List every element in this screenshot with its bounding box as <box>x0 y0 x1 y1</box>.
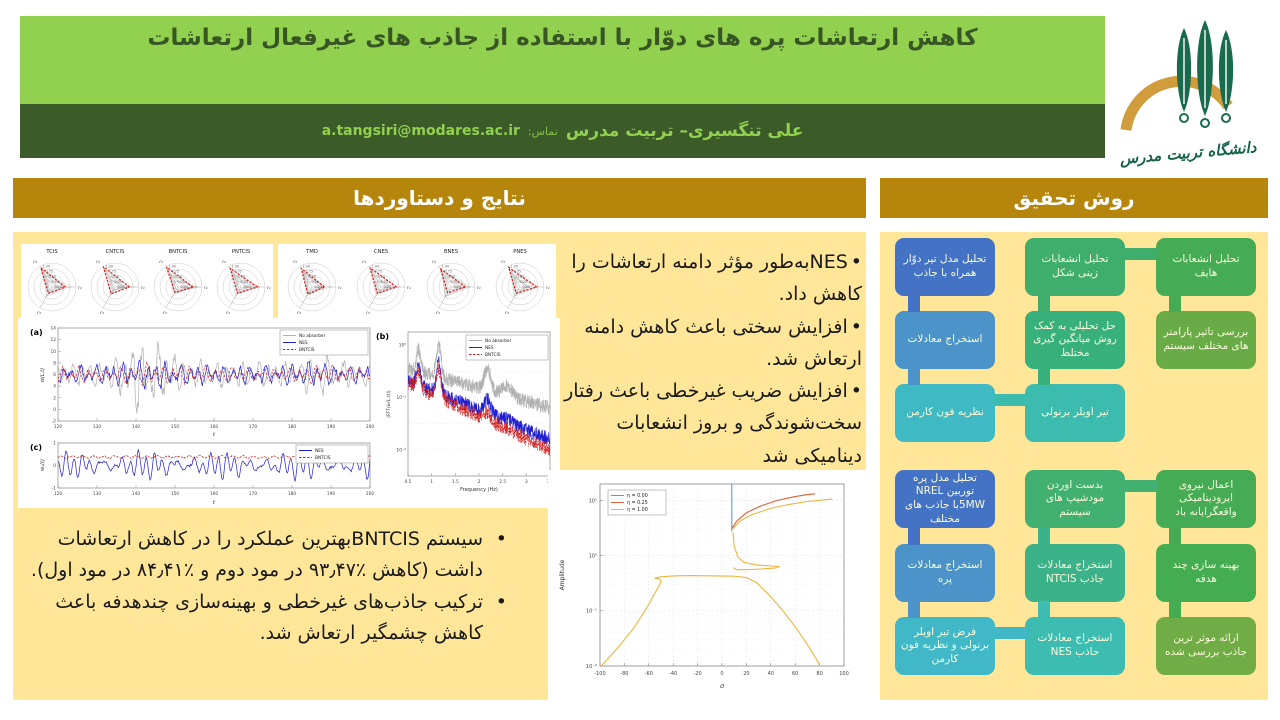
svg-text:1.00: 1.00 <box>42 264 50 269</box>
svg-text:140: 140 <box>131 492 141 497</box>
flow-node-u-l1: استخراج معادلات <box>895 311 995 369</box>
branch-eta-0.25-upper <box>732 494 814 528</box>
svg-text:r₁: r₁ <box>476 285 481 291</box>
bullet-item <box>23 524 515 587</box>
svg-text:η = 0.00: η = 0.00 <box>627 494 648 500</box>
svg-text:130: 130 <box>92 492 102 497</box>
university-logo <box>1112 12 1264 168</box>
flow-connector <box>1169 601 1181 618</box>
flow-connector <box>1038 527 1050 545</box>
bullet-text: سیستم BNTCISبهترین عملکرد را در کاهش ارتعاشات داشت (کاهش ٪۹۳٫۴۷ در مود دوم و ٪۸۴٫۴۱ در مود اول). <box>30 528 483 582</box>
flow-node-u-l0: تحلیل مدل تیر دوّار همراه با جاذب <box>895 238 995 296</box>
svg-text:10⁰: 10⁰ <box>398 343 406 349</box>
svg-text:r₁: r₁ <box>546 285 550 291</box>
svg-text:r₂: r₂ <box>221 260 226 266</box>
svg-text:t: t <box>212 432 216 438</box>
flow-node-d-l2: فرض تیر اویلر برنولی و نظریه فون کارمن <box>895 617 995 675</box>
svg-text:-40: -40 <box>669 671 678 677</box>
svg-text:r₃: r₃ <box>366 310 371 316</box>
results-section-title: نتایج و دستاوردها <box>353 186 526 210</box>
svg-text:r₂: r₂ <box>32 260 37 266</box>
svg-text:14: 14 <box>50 326 56 332</box>
logo-arch <box>1126 81 1228 130</box>
flow-connector <box>1038 295 1050 312</box>
radar-strip-cis-family <box>21 244 273 320</box>
svg-text:0.75: 0.75 <box>305 269 313 274</box>
flow-connector <box>993 394 1027 406</box>
method-section-title: روش تحقیق <box>1013 186 1135 210</box>
svg-text:0.25: 0.25 <box>450 280 458 285</box>
svg-text:0.50: 0.50 <box>237 274 245 279</box>
branch-eta-1.00-upper <box>733 499 832 528</box>
svg-text:BNTCIS: BNTCIS <box>315 456 331 462</box>
svg-text:Amplitude: Amplitude <box>559 559 566 591</box>
svg-text:200: 200 <box>365 492 375 497</box>
svg-text:10⁰: 10⁰ <box>588 553 597 560</box>
svg-text:0.75: 0.75 <box>374 269 383 274</box>
svg-text:r₂: r₂ <box>501 260 506 266</box>
svg-text:190: 190 <box>326 492 336 497</box>
flow-node-u-r0: تحلیل انشعابات هایف <box>1156 238 1256 296</box>
svg-text:1.00: 1.00 <box>302 264 310 269</box>
svg-text:0.75: 0.75 <box>234 269 242 274</box>
svg-text:0.00: 0.00 <box>243 285 251 290</box>
contact-label: تماس: <box>527 124 558 138</box>
svg-text:150: 150 <box>170 425 180 430</box>
svg-text:PNES: PNES <box>513 249 528 255</box>
svg-text:r₂: r₂ <box>293 260 297 266</box>
bullet-text: ترکیب جاذب‌های غیرخطی و بهینه‌سازی چندهدفه باعث کاهش چشمگیر ارتعاش شد. <box>55 590 483 645</box>
bullet-text: NESبه‌طور مؤثر دامنه ارتعاشات را کاهش داد. <box>571 251 862 306</box>
radar-chart-BNES <box>421 245 483 319</box>
svg-text:0.75: 0.75 <box>108 269 116 274</box>
flow-connector <box>908 601 920 618</box>
flow-node-d-r0: اعمال نیروی ایرودینامیکی واقعگرایانه باد <box>1156 470 1256 528</box>
svg-text:r₁: r₁ <box>140 285 145 291</box>
flow-node-d-l1: استخراج معادلات پره <box>895 544 995 602</box>
flow-connector <box>908 527 920 545</box>
svg-text:10: 10 <box>50 349 56 355</box>
svg-text:No absorber: No absorber <box>485 339 512 345</box>
svg-text:r₁: r₁ <box>337 285 342 291</box>
svg-text:0.75: 0.75 <box>444 269 452 274</box>
svg-text:t: t <box>212 500 216 506</box>
svg-text:r₁: r₁ <box>407 285 411 291</box>
page-title: کاهش ارتعاشات پره های دوّار با استفاده از جاذب های غیرفعال ارتعاشات <box>147 25 978 51</box>
svg-text:200: 200 <box>365 425 375 430</box>
svg-text:r₁: r₁ <box>203 285 208 291</box>
svg-text:0.25: 0.25 <box>311 280 319 285</box>
svg-text:0.25: 0.25 <box>380 280 389 285</box>
svg-text:0.00: 0.00 <box>54 285 62 290</box>
bullet-marker: • <box>495 528 507 550</box>
svg-text:-1: -1 <box>51 486 56 492</box>
svg-text:0.50: 0.50 <box>516 274 525 279</box>
svg-text:120: 120 <box>53 425 63 430</box>
svg-text:0.50: 0.50 <box>174 274 182 279</box>
svg-text:80: 80 <box>816 671 823 677</box>
svg-text:120: 120 <box>53 492 63 497</box>
svg-text:40: 40 <box>767 671 774 677</box>
svg-text:NES: NES <box>299 341 308 347</box>
svg-text:180: 180 <box>287 492 297 497</box>
svg-text:12: 12 <box>50 338 56 344</box>
svg-text:0.50: 0.50 <box>447 274 455 279</box>
author-name: علی تنگسیری– تربیت مدرس <box>565 121 804 141</box>
svg-text:-100: -100 <box>594 671 606 677</box>
svg-text:0.00: 0.00 <box>314 285 322 290</box>
svg-text:0.75: 0.75 <box>171 269 179 274</box>
flow-connector <box>1123 248 1158 260</box>
bullet-text: افزایش ضریب غیرخطی باعث رفتار سخت‌شوندگی و بروز انشعابات دینامیکی شد <box>564 380 862 467</box>
svg-text:0.75: 0.75 <box>513 269 522 274</box>
svg-text:1: 1 <box>53 441 56 447</box>
bullet-item <box>562 311 862 376</box>
svg-text:0.50: 0.50 <box>48 274 56 279</box>
svg-text:1.00: 1.00 <box>231 264 239 269</box>
svg-text:σ: σ <box>719 682 725 690</box>
svg-text:2: 2 <box>53 396 56 402</box>
method-panel <box>880 232 1268 700</box>
flow-connector <box>1169 295 1181 312</box>
svg-text:170: 170 <box>248 492 258 497</box>
svg-text:η = 1.00: η = 1.00 <box>627 508 648 514</box>
svg-text:r₃: r₃ <box>296 310 301 316</box>
time-response-plot <box>18 318 560 508</box>
svg-text:10⁻²: 10⁻² <box>585 663 597 670</box>
svg-text:η = 0.25: η = 0.25 <box>627 501 648 507</box>
bullet-text: افزایش سختی باعث کاهش دامنه ارتعاش شد. <box>584 315 862 370</box>
svg-text:10⁻¹: 10⁻¹ <box>585 608 597 615</box>
svg-text:BNTCIS: BNTCIS <box>485 353 501 359</box>
flow-node-d-r2: ارائه موثر ترین جاذب بررسی شده <box>1156 617 1256 675</box>
svg-text:2.5: 2.5 <box>499 480 507 485</box>
svg-text:(a): (a) <box>30 328 43 337</box>
svg-text:0: 0 <box>720 671 724 677</box>
svg-text:r₂: r₂ <box>158 260 163 266</box>
svg-text:0: 0 <box>53 407 56 413</box>
svg-text:r₃: r₃ <box>225 310 230 316</box>
svg-text:1.00: 1.00 <box>441 264 449 269</box>
svg-text:160: 160 <box>209 492 219 497</box>
flow-node-d-m2: استخراج معادلات جاذب NES <box>1025 617 1125 675</box>
svg-text:PNTCIS: PNTCIS <box>231 249 250 255</box>
svg-text:1.00: 1.00 <box>371 264 380 269</box>
svg-text:No absorber: No absorber <box>299 334 326 340</box>
svg-text:0.00: 0.00 <box>522 285 531 290</box>
title-banner <box>20 16 1105 104</box>
svg-text:r₁: r₁ <box>77 285 82 291</box>
svg-text:10¹: 10¹ <box>588 498 597 505</box>
svg-text:r₁: r₁ <box>266 285 271 291</box>
svg-text:CNTCIS: CNTCIS <box>105 249 124 255</box>
branch-eta-1.00-lower <box>602 576 819 665</box>
svg-text:60: 60 <box>792 671 799 677</box>
radar-chart-BNTCIS <box>148 245 210 319</box>
svg-text:-80: -80 <box>620 671 629 677</box>
flow-node-u-m2: تیر اویلر برنولی <box>1025 384 1125 442</box>
svg-text:0.50: 0.50 <box>111 274 119 279</box>
svg-text:0.00: 0.00 <box>453 285 461 290</box>
bullet-item <box>23 587 515 650</box>
method-flowchart <box>880 232 1268 700</box>
svg-text:NES: NES <box>485 346 494 352</box>
svg-text:8: 8 <box>53 361 56 367</box>
svg-text:0.00: 0.00 <box>383 285 392 290</box>
svg-text:-60: -60 <box>644 671 653 677</box>
svg-text:3: 3 <box>524 480 528 485</box>
svg-text:10⁻²: 10⁻² <box>396 395 406 401</box>
svg-text:0: 0 <box>53 464 56 469</box>
flow-node-u-m1: حل تحلیلی به کمک روش میانگین گیری مختلط <box>1025 311 1125 369</box>
flow-connector <box>908 295 920 312</box>
radar-strip-nes-family <box>278 244 556 320</box>
radar-chart-TMD <box>282 245 344 319</box>
radar-chart-PNTCIS <box>211 245 273 319</box>
radar-chart-CNTCIS <box>85 245 147 319</box>
radar-chart-TCIS <box>22 245 84 319</box>
svg-text:TMD: TMD <box>305 249 318 255</box>
svg-text:r₃: r₃ <box>36 310 41 316</box>
svg-text:0.25: 0.25 <box>51 280 59 285</box>
flow-connector <box>1038 601 1050 618</box>
svg-text:20: 20 <box>743 671 750 677</box>
svg-text:CNES: CNES <box>374 249 389 255</box>
svg-text:170: 170 <box>248 425 258 430</box>
svg-text:0.25: 0.25 <box>177 280 185 285</box>
svg-text:160: 160 <box>209 425 219 430</box>
flow-node-u-m0: تحلیل انشعابات زینی شکل <box>1025 238 1125 296</box>
svg-text:180: 180 <box>287 425 297 430</box>
contact-email: a.tangsiri@modares.ac.ir <box>321 123 520 139</box>
author-bar <box>20 104 1105 158</box>
svg-text:1.00: 1.00 <box>105 264 113 269</box>
svg-text:(c): (c) <box>30 443 43 452</box>
results-bullets-bottom <box>23 524 515 649</box>
svg-text:0.25: 0.25 <box>519 280 528 285</box>
svg-text:BNES: BNES <box>443 249 458 255</box>
svg-text:0.50: 0.50 <box>308 274 316 279</box>
svg-text:-2: -2 <box>51 419 56 425</box>
flow-node-u-r1: بررسی تاثیر پارامتر های مختلف سیستم <box>1156 311 1256 369</box>
svg-text:r₃: r₃ <box>99 310 104 316</box>
flow-connector <box>1169 527 1181 545</box>
svg-text:w(L,t): w(L,t) <box>40 367 46 383</box>
bullet-marker: • <box>850 251 862 273</box>
radar-chart-PNES <box>490 245 552 319</box>
bullet-item <box>562 375 862 472</box>
svg-text:r₃: r₃ <box>505 310 510 316</box>
svg-text:140: 140 <box>131 425 141 430</box>
svg-text:1.00: 1.00 <box>168 264 176 269</box>
results-section-header <box>13 178 866 218</box>
flow-node-d-m0: بدست اوردن مودشیپ های سیستم <box>1025 470 1125 528</box>
svg-text:r₃: r₃ <box>162 310 167 316</box>
svg-text:NES: NES <box>315 449 324 455</box>
flow-node-d-r1: بهینه سازی چند هدفه <box>1156 544 1256 602</box>
svg-text:190: 190 <box>326 425 336 430</box>
bullet-marker: • <box>850 380 862 403</box>
results-bullets-top <box>562 246 862 472</box>
svg-text:r₂: r₂ <box>95 260 100 266</box>
svg-text:2: 2 <box>477 480 481 485</box>
svg-text:BNTCIS: BNTCIS <box>168 249 187 255</box>
logo-caption: دانشگاه تربیت مدرس <box>1119 138 1257 168</box>
svg-text:-20: -20 <box>693 671 702 677</box>
svg-text:r₂: r₂ <box>362 260 367 266</box>
svg-text:0.00: 0.00 <box>117 285 125 290</box>
svg-text:wₐ(t): wₐ(t) <box>40 459 46 471</box>
flow-connector <box>908 368 920 385</box>
svg-text:0.5: 0.5 <box>404 480 412 485</box>
flow-node-d-m1: استخراج معادلات جاذب NTCIS <box>1025 544 1125 602</box>
bullet-item <box>562 246 862 311</box>
frequency-response-figure <box>548 470 866 702</box>
svg-text:0.50: 0.50 <box>377 274 386 279</box>
flow-connector <box>1038 368 1050 385</box>
svg-text:r₂: r₂ <box>432 260 436 266</box>
svg-text:0.25: 0.25 <box>114 280 122 285</box>
svg-text:(b): (b) <box>376 332 390 341</box>
svg-text:1.00: 1.00 <box>510 264 519 269</box>
results-panel <box>13 232 866 700</box>
svg-text:150: 150 <box>170 492 180 497</box>
svg-text:BNTCIS: BNTCIS <box>299 348 315 354</box>
method-section-header <box>880 178 1268 218</box>
svg-text:TCIS: TCIS <box>45 249 58 255</box>
radar-chart-CNES <box>351 245 413 319</box>
flow-node-u-l2: نظریه فون کارمن <box>895 384 995 442</box>
flow-connector <box>993 627 1027 639</box>
tmu-logo-icon <box>1112 12 1264 140</box>
flow-node-d-l0: تحلیل مدل پره توربین NREL 5MWبا جاذب های مختلف <box>895 470 995 528</box>
svg-text:10⁻⁴: 10⁻⁴ <box>396 448 406 454</box>
flow-connector <box>1123 480 1158 492</box>
svg-text:1: 1 <box>430 480 434 485</box>
svg-text:Frequency (Hz): Frequency (Hz) <box>460 487 498 493</box>
svg-text:0.00: 0.00 <box>180 285 188 290</box>
svg-text:1.5: 1.5 <box>451 480 459 485</box>
frequency-response-plot <box>548 470 866 702</box>
svg-text:r₃: r₃ <box>435 310 440 316</box>
svg-text:6: 6 <box>53 373 56 378</box>
svg-text:|FFT(w(L,t))|: |FFT(w(L,t))| <box>387 390 392 418</box>
svg-text:4: 4 <box>53 384 56 390</box>
svg-text:100: 100 <box>839 671 849 677</box>
svg-text:0.25: 0.25 <box>240 280 248 285</box>
bullet-marker: • <box>850 315 862 338</box>
time-response-figure <box>18 318 560 508</box>
bullet-marker: • <box>495 590 507 613</box>
svg-text:130: 130 <box>92 425 102 430</box>
svg-text:0.75: 0.75 <box>45 269 53 274</box>
